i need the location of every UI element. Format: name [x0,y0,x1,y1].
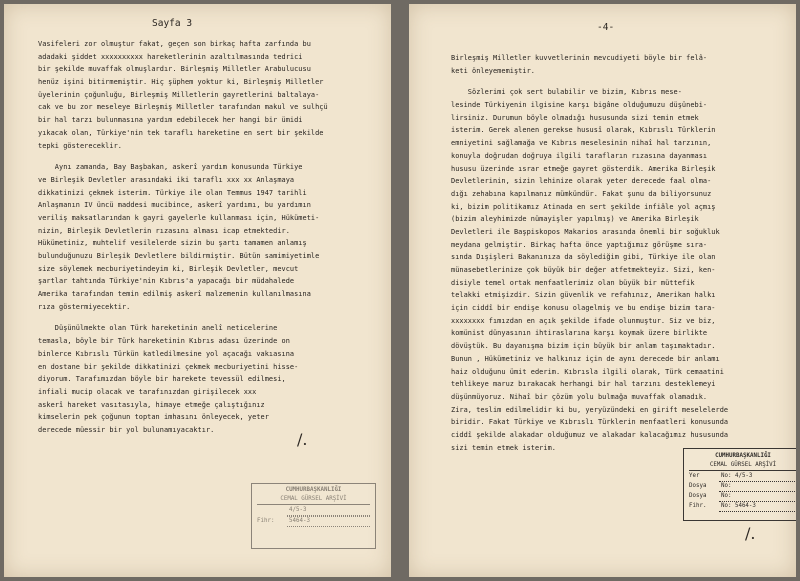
document-page-3 [4,4,391,577]
stamp-row-value: No: [719,482,796,492]
text-line: xxxxxxxx fımızdan en açık şekilde ifade olunmuştur. Siz ve biz, [451,316,716,325]
text-line: dikkatinizi çekmek isterim. Türkiye ile olan Temmus 1947 tarihli [38,188,307,197]
text-line: Hükümetiniz, muhtelif vesilelerde sizin bu şartı tamamen anlamış [38,239,307,248]
text-line: yıkacak olan, Türkiye'nin tek taraflı hareketine en sert bir şekilde [38,128,324,137]
text-line: üyelerinin çoğunluğu, Birleşmiş Milletlerin gayretlerini baltalaya- [38,90,320,99]
text-line: sında Dışişleri Bakanınıza da söylediğim gibi, Türkiye ile olan [451,253,716,262]
stamp-row [257,517,370,527]
text-line: temasla, böyle bir Türk hareketinin Kıbrıs adası üzerinde on [38,337,290,346]
archive-stamp [251,483,376,549]
text-line: şartlar tahtında Türkiye'nin Kıbrıs'a yapacağı bir müdahalede [38,277,295,286]
text-line: ve Birleşik Devletler arasındaki iki taraflı xxx xx Anlaşmaya [38,175,295,184]
stamp-subtitle: CEMAL GÜRSEL ARŞİVİ [257,495,370,505]
text-line: derecede müessir bir yol bulunamıyacaktır. [38,425,215,434]
stamp-row [689,492,796,502]
text-line: emniyetini sağlamağa ve Kıbrıs meselesinin nihaî hal tarzının, [451,139,712,148]
text-line: keti önleyememiştir. [451,66,535,75]
text-line: veriliş maksatlarından k gayri gayelerle kullanması için, Hükümeti- [38,213,320,222]
text-line: dövüştük. Bu dayanışma bizim için büyük bir anlam taşımaktadır. [451,342,716,351]
text-line: (bizim aleyhimizde nümayişler yapılmış) ve Amerika Birleşik [451,215,699,224]
stamp-row-value: 5464-3 [287,517,370,527]
text-line: münasebetlerinize çok büyük bir değer atfetmekteyiz. Sizi, ken- [451,266,716,274]
document-page-4 [409,4,796,577]
stamp-row [689,472,796,482]
text-line: adadaki şiddet xxxxxxxxxx hareketlerinin azaltılmasında tedrici [38,52,303,61]
stamp-row-label: Yer [689,473,700,479]
text-line: nizin, Birleşik Devletlerin rızasını alması icap etmektedir. [38,226,290,235]
text-line: dığı zehabına kapılmanız mümkündür. Fakat şunu da biliyorsunuz [451,189,712,198]
text-line: en dostane bir şekilde dikkatinizi çekmek mecburiyetini hisse- [38,362,299,371]
page-body-text [38,38,382,437]
text-line: askerî hareket vasıtasıyla, himaye etmeğe çalıştığınız [38,400,265,409]
text-line: size söylemek mecburiyetindeyim ki, Birleşik Devletler, mevcut [38,264,299,273]
stamp-row-label: Dosya [689,493,707,499]
text-line: bulunduğunuzu Birleşik Devletlere bildirmiştir. Bütün samimiyetimle [38,252,320,260]
text-line: biridir. Fakat Türkiye ve Kıbrıslı Türklerin menfaatleri konusunda [451,418,729,427]
text-line: Amerika tarafından temin edilmiş askerî malzemenin kullanılmasına [38,290,311,299]
text-line: tepki göstereceklir. [38,141,122,150]
paragraph-gap [451,77,791,86]
text-line: Vasifeleri zor olmuştur fakat, geçen son birkaç hafta zarfında bu [38,40,311,48]
stamp-row-value: 4/5-3 [287,506,370,516]
text-line: cak ve bu zor meseleye Birleşmiş Milletler tarafından makul ve sulhçü [38,103,328,112]
text-line: bir hal tarzı bulunmasına yardım edebilecek her hangi bir ümidi [38,116,303,125]
paragraph-gap [38,152,382,161]
stamp-row-label: Dosya [689,483,707,489]
stamp-row-label [257,506,287,516]
stamp-subtitle: CEMAL GÜRSEL ARŞİVİ [689,461,796,471]
text-line: lesinde Türkiyenin ilgisine karşı bigâne olduğumuzu düşünebi- [451,101,708,110]
text-line: bir şekilde muvaffak olmuşlardır. Birleşmiş Milletler Arabulucusu [38,65,311,74]
text-line: Devletleri ile Başpiskopos Makarios arasında önemli bir soğukluk [451,227,720,236]
stamp-row-label: Fihr: [257,518,275,524]
text-line: disiyle temel ortak menfaatlerimiz olan büyük bir müttefik [451,278,695,287]
text-line: meydana gelmiştir. Birkaç hafta önce yaptığımız görüşme sıra- [451,240,708,249]
stamp-row [689,502,796,512]
text-line: ciddî şekilde alakadar olduğumuz ve alakadar kalacağımız hususunda [451,430,729,439]
archive-stamp [683,448,796,521]
page-number: -4- [597,22,615,33]
text-line: haiz olduğunu ümit ederim. Kıbrısla ilgili olarak, Türk cemaatini [451,367,724,376]
text-line: binlerce Kıbrıslı Türkün katledilmesine yol açacağı vakıasına [38,349,295,358]
page-number: Sayfa 3 [152,18,193,29]
stamp-title: CUMHURBAŞKANLIĞI [715,453,771,459]
stamp-title: CUMHURBAŞKANLIĞI [285,487,342,493]
text-line: kimselerin pek çoğunun toptan imhasını önleyecek, yeter [38,413,269,422]
text-line: Sözlerimi çok sert bulabilir ve bizim, Kıbrıs mese- [451,88,682,97]
text-line: konuyla doğrudan doğruya ilgili tarafların rızasına dayanması [451,151,708,160]
text-line: Düşünülmekte olan Türk hareketinin anelî neticelerine [38,324,278,333]
text-line: henüz işini bitirmemiştir. Hiç şüphem yoktur ki, Birleşmiş Milletler [38,78,324,87]
text-line: sizi temin etmek isterim. [451,443,556,452]
stamp-row [689,482,796,492]
text-line: Birleşmiş Milletler kuvvetlerinin mevcudiyeti böyle bir felâ- [451,54,708,62]
text-line: Bunun , Hükümetiniz ve halkınız için de aynı derecede bir anlamı [451,354,720,363]
text-line: tehlikeye maruz bırakacak herhangi bir hal tarzını desteklemeyi [451,380,716,389]
closing-mark: /. [745,524,756,543]
text-line: rıza göstermiyecektir. [38,302,131,311]
stamp-row [257,506,370,516]
paragraph-gap [38,313,382,322]
text-line: infiali mucip olacak ve tarafınızdan girişilecek xxx [38,387,257,396]
stamp-row-value: No: [719,492,796,502]
text-line: için ciddî bir endişe konusu olagelmiş ve bu endişe bizim tara- [451,304,716,313]
text-line: ki, bizim politikamız Atinada en sert şekilde infiâle yol açmış [451,202,716,211]
text-line: hususu üzerinde ısrar etmeğe gayret gösterdik. Amerika Birleşik [451,164,716,173]
text-line: komünist dünyasının ihtiraslarına karşı koymak üzere birlikte [451,329,708,338]
text-line: Aynı zamanda, Bay Başbakan, askerî yardım konusunda Türkiye [38,163,303,172]
text-line: Devletlerinin, sizin lehinize olarak yeter derecede faal olma- [451,177,712,186]
text-line: düşünmüyoruz. Nihaî bir çözüm yolu bulmağa muvaffak olamadık. [451,392,708,401]
text-line: Anlaşmanın IV üncü maddesi mucibince, askerî yardımı, bu yardımın [38,201,311,210]
stamp-row-value: No: 4/5-3 [719,472,796,482]
stamp-row-label: Fihr. [689,503,707,509]
text-line: Zira, teslim edilmelidir ki bu, yeryüzündeki en girift meselelerde [451,405,729,414]
text-line: telakki etmişizdir. Sizin güvenlik ve refahınız, Amerikan halkı [451,291,716,300]
text-line: isterim. Gerek alenen gerekse hususî olarak, Kıbrıslı Türklerin [451,126,716,135]
stamp-row-value: No: 5464-3 [719,502,796,512]
page-body-text [451,52,791,454]
text-line: diyorum. Tarafımızdan böyle bir harekete tevessül edilmesi, [38,375,286,384]
closing-mark: /. [297,430,308,449]
text-line: lirsiniz. Durumun böyle olmadığı hususunda sizi temin etmek [451,113,699,122]
